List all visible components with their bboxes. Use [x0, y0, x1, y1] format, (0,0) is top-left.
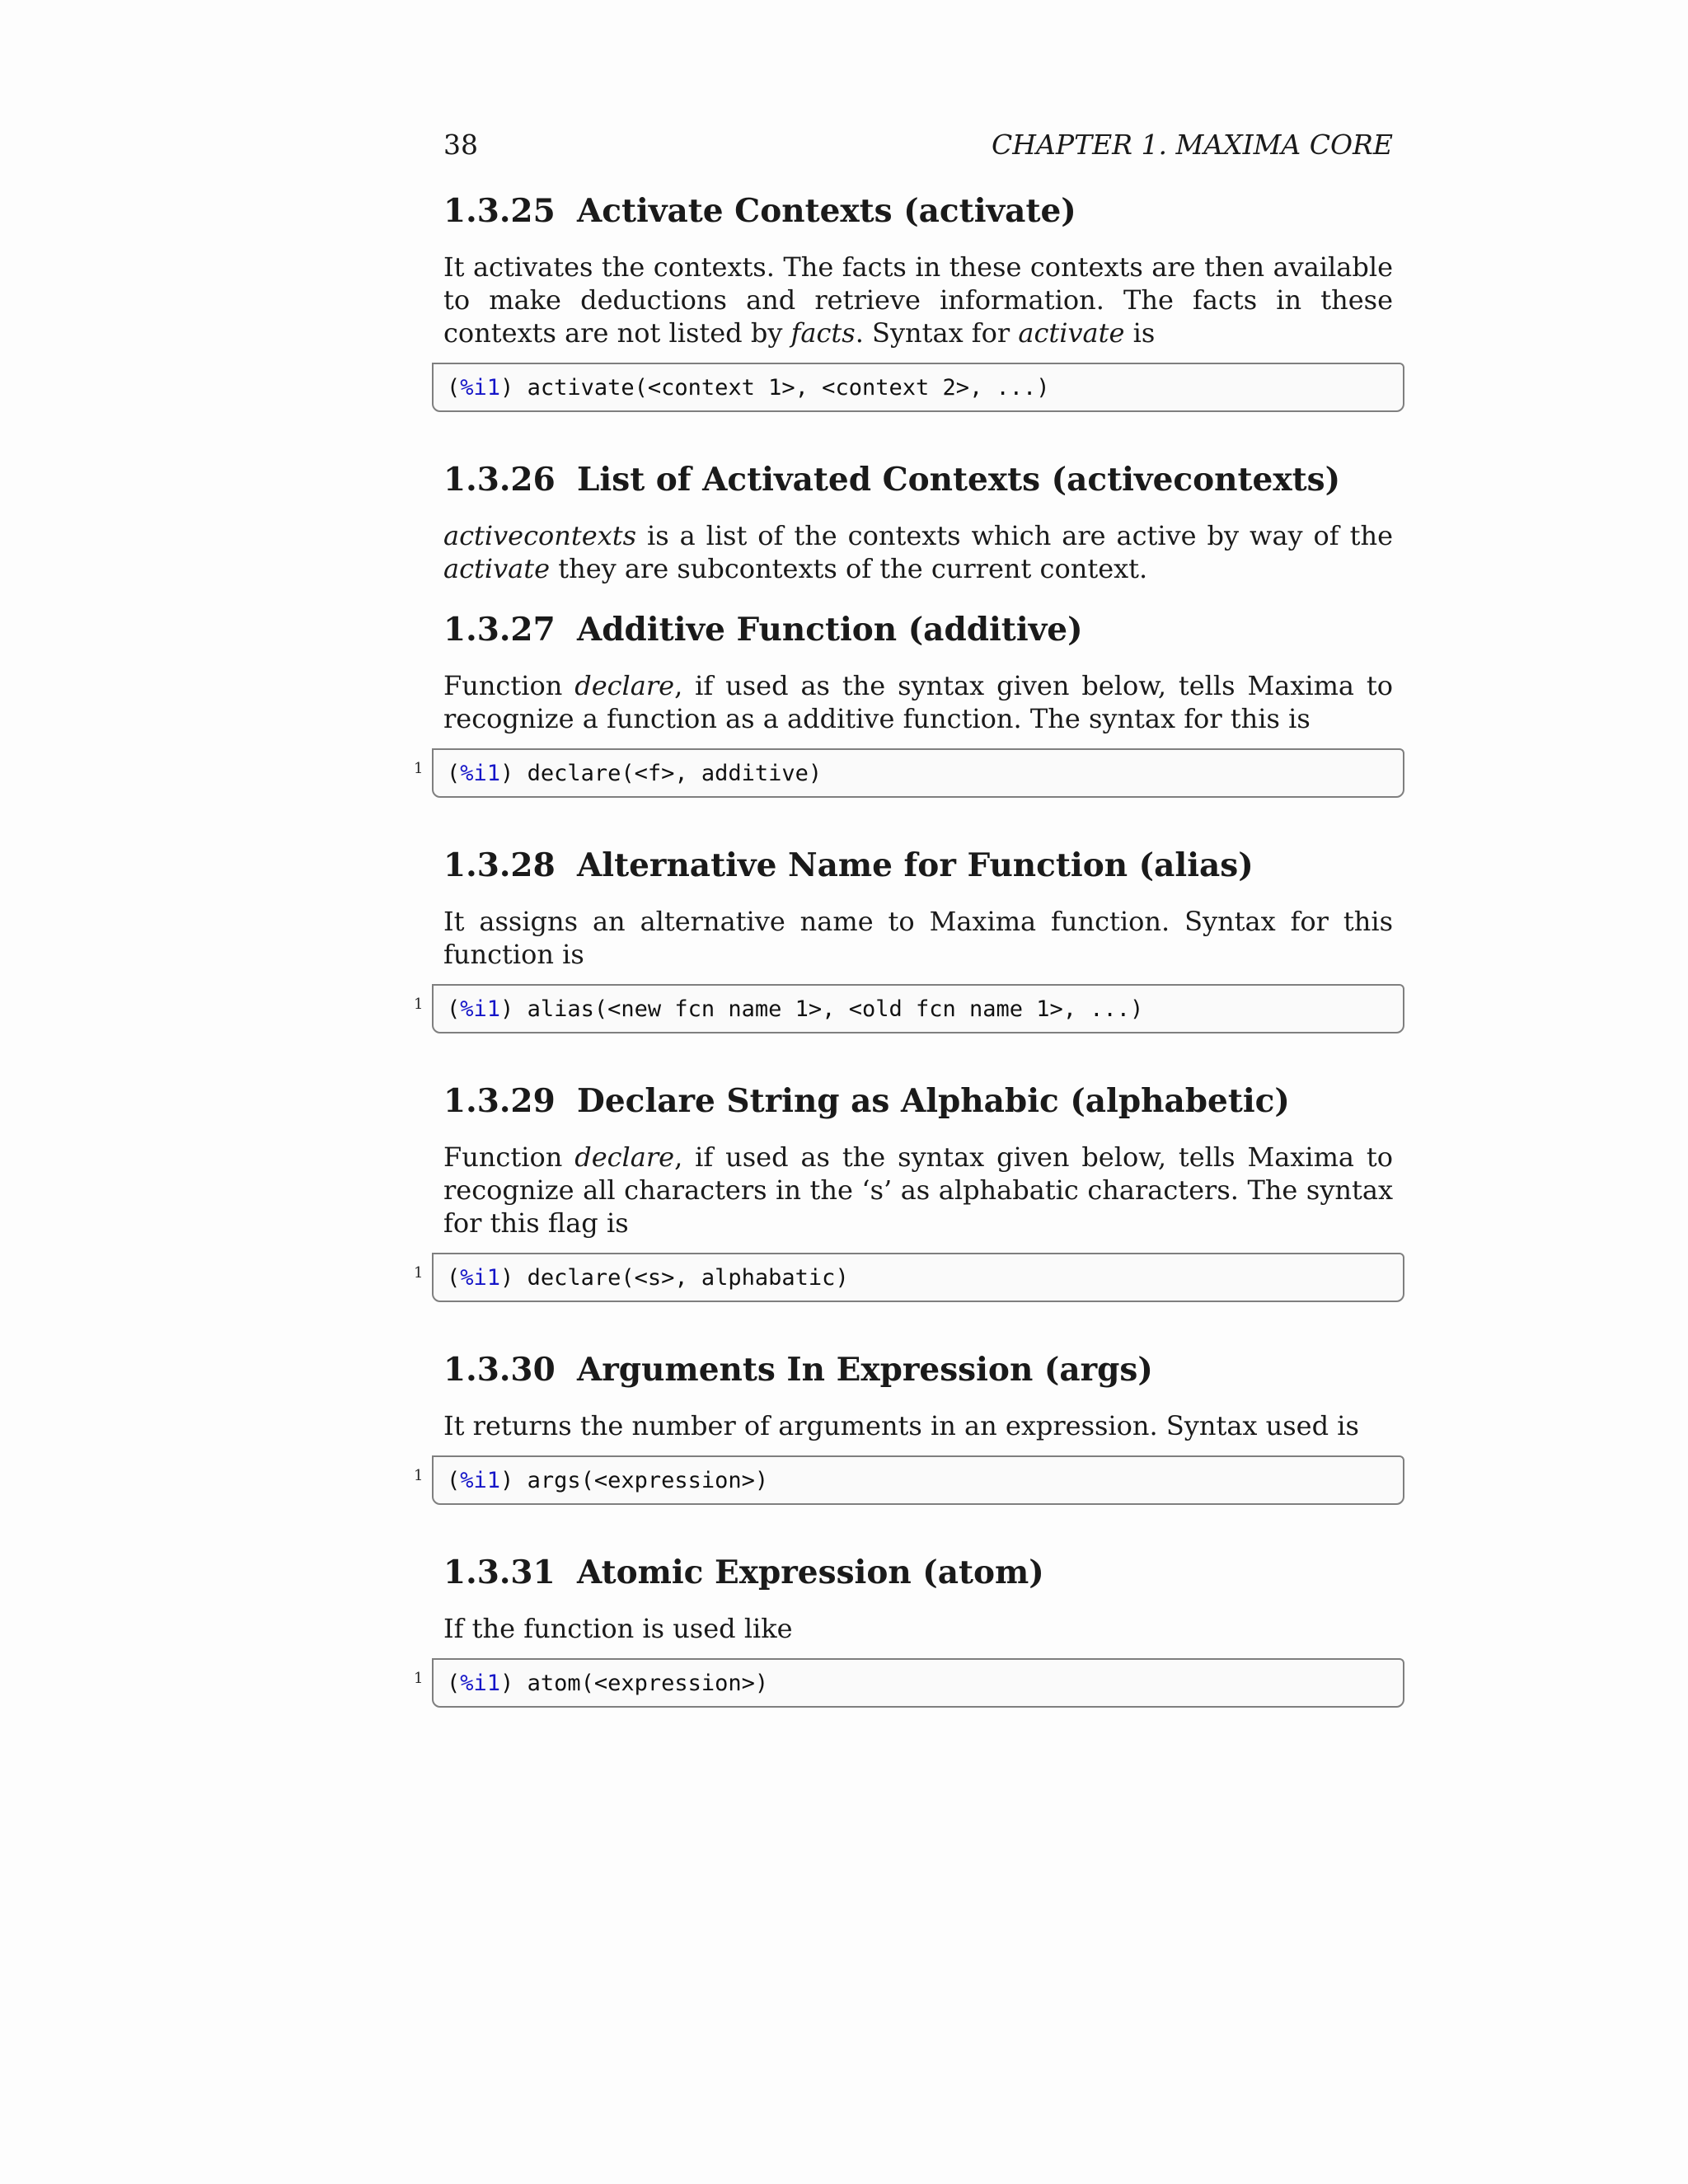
section [443, 455, 1393, 585]
input-prompt-label: %i1 [460, 760, 501, 786]
paragraph-text: It returns the number of arguments in an expression. Syntax used is [443, 1410, 1359, 1441]
input-prompt-label: %i1 [460, 374, 501, 401]
section-heading [443, 605, 1393, 654]
code-box [432, 748, 1404, 798]
section-paragraph [443, 251, 1393, 349]
code-listing [414, 1253, 1404, 1302]
code-listing [414, 1658, 1404, 1708]
paragraph-text: is [1124, 317, 1156, 349]
section [414, 841, 1393, 1033]
document-page [414, 124, 1394, 1708]
code-text: alias(<new fcn name 1>, <old fcn name 1>, ...) [513, 996, 1144, 1022]
section-heading [443, 841, 1393, 890]
code-box [432, 1253, 1404, 1302]
section-title: Atomic Expression (atom) [577, 1554, 1044, 1591]
prompt-close-paren: ) [500, 1467, 514, 1493]
code-line-number: 1 [414, 1264, 424, 1282]
paragraph-text: Function [443, 1141, 575, 1173]
section [414, 1345, 1393, 1505]
section-title: List of Activated Contexts (activecontexts) [577, 461, 1341, 499]
italic-term: declare [574, 670, 675, 701]
section [414, 1548, 1393, 1708]
code-line-number: 1 [414, 1670, 424, 1687]
code-text: args(<expression>) [513, 1467, 769, 1493]
input-prompt-label: %i1 [460, 1670, 501, 1696]
section-paragraph [443, 519, 1393, 585]
section-heading [443, 455, 1393, 504]
code-listing [414, 984, 1404, 1033]
italic-term: activate [443, 553, 551, 584]
section-number: 1.3.30 [443, 1351, 556, 1389]
section [414, 605, 1394, 798]
prompt-open-paren: ( [447, 996, 461, 1022]
section-number: 1.3.28 [443, 846, 556, 884]
code-line-number: 1 [414, 760, 424, 777]
input-prompt-label: %i1 [460, 1467, 501, 1493]
paragraph-text: is a list of the contexts which are active by way of the [636, 520, 1393, 551]
section-title: Declare String as Alphabic (alphabetic) [577, 1082, 1290, 1120]
chapter-title: CHAPTER 1. MAXIMA CORE [992, 129, 1393, 161]
prompt-open-paren: ( [447, 374, 461, 401]
paragraph-text: , if used as the syntax given below, tells Maxima to recognize all characters in the ‘s’ as alphabatic characters. The syntax for this flag is [443, 1141, 1394, 1239]
code-text: atom(<expression>) [513, 1670, 769, 1696]
section-number: 1.3.29 [443, 1082, 556, 1120]
section-title: Alternative Name for Function (alias) [577, 846, 1254, 884]
input-prompt-label: %i1 [460, 1264, 501, 1291]
paragraph-text: It activates the contexts. The facts in these contexts are then available to make deductions and retrieve information. The facts in these contexts are not listed by [443, 251, 1393, 349]
page-number: 38 [443, 129, 478, 161]
paragraph-text: If the function is used like [443, 1613, 793, 1644]
paragraph-text: Function [443, 670, 575, 701]
paragraph-text: . Syntax for [855, 317, 1019, 349]
section-paragraph [443, 905, 1393, 971]
italic-term: declare [574, 1141, 675, 1173]
section-paragraph [443, 1141, 1393, 1240]
code-listing [414, 748, 1404, 798]
code-line-number: 1 [414, 1467, 424, 1484]
section-title: Additive Function (additive) [577, 611, 1083, 649]
running-header [443, 124, 1393, 165]
prompt-open-paren: ( [447, 1467, 461, 1493]
section-paragraph [443, 1409, 1393, 1442]
section-number: 1.3.25 [443, 192, 556, 230]
section-heading [443, 1548, 1393, 1597]
section-number: 1.3.31 [443, 1554, 556, 1591]
prompt-close-paren: ) [500, 996, 514, 1022]
code-text: declare(<f>, additive) [513, 760, 823, 786]
sections-container [414, 186, 1394, 1708]
code-box [432, 1658, 1404, 1708]
section [443, 186, 1393, 412]
prompt-open-paren: ( [447, 1264, 461, 1291]
paragraph-text: , if used as the syntax given below, tells Maxima to recognize a function as a additive function. The syntax for this is [443, 670, 1394, 734]
section-heading [443, 186, 1393, 236]
section-title: Activate Contexts (activate) [577, 192, 1076, 230]
italic-term: activecontexts [443, 520, 637, 551]
code-line-number: 1 [414, 996, 424, 1013]
code-listing [432, 363, 1404, 412]
code-text: declare(<s>, alphabatic) [513, 1264, 849, 1291]
input-prompt-label: %i1 [460, 996, 501, 1022]
prompt-close-paren: ) [500, 374, 514, 401]
prompt-open-paren: ( [447, 1670, 461, 1696]
paragraph-text: It assigns an alternative name to Maxima function. Syntax for this function is [443, 906, 1393, 970]
section-heading [443, 1345, 1393, 1394]
section [414, 1076, 1394, 1302]
code-box [432, 1455, 1404, 1505]
section-paragraph [443, 1612, 1393, 1645]
code-box [432, 984, 1404, 1033]
section-paragraph [443, 669, 1393, 735]
section-number: 1.3.26 [443, 461, 556, 499]
code-box [432, 363, 1404, 412]
prompt-close-paren: ) [500, 1264, 514, 1291]
prompt-close-paren: ) [500, 760, 514, 786]
section-heading [443, 1076, 1393, 1126]
prompt-open-paren: ( [447, 760, 461, 786]
code-listing [414, 1455, 1404, 1505]
prompt-close-paren: ) [500, 1670, 514, 1696]
italic-term: activate [1018, 317, 1125, 349]
section-title: Arguments In Expression (args) [577, 1351, 1153, 1389]
code-text: activate(<context 1>, <context 2>, ...) [513, 374, 1050, 401]
paragraph-text: they are subcontexts of the current context. [550, 553, 1148, 584]
section-number: 1.3.27 [443, 611, 556, 649]
italic-term: facts [790, 317, 856, 349]
